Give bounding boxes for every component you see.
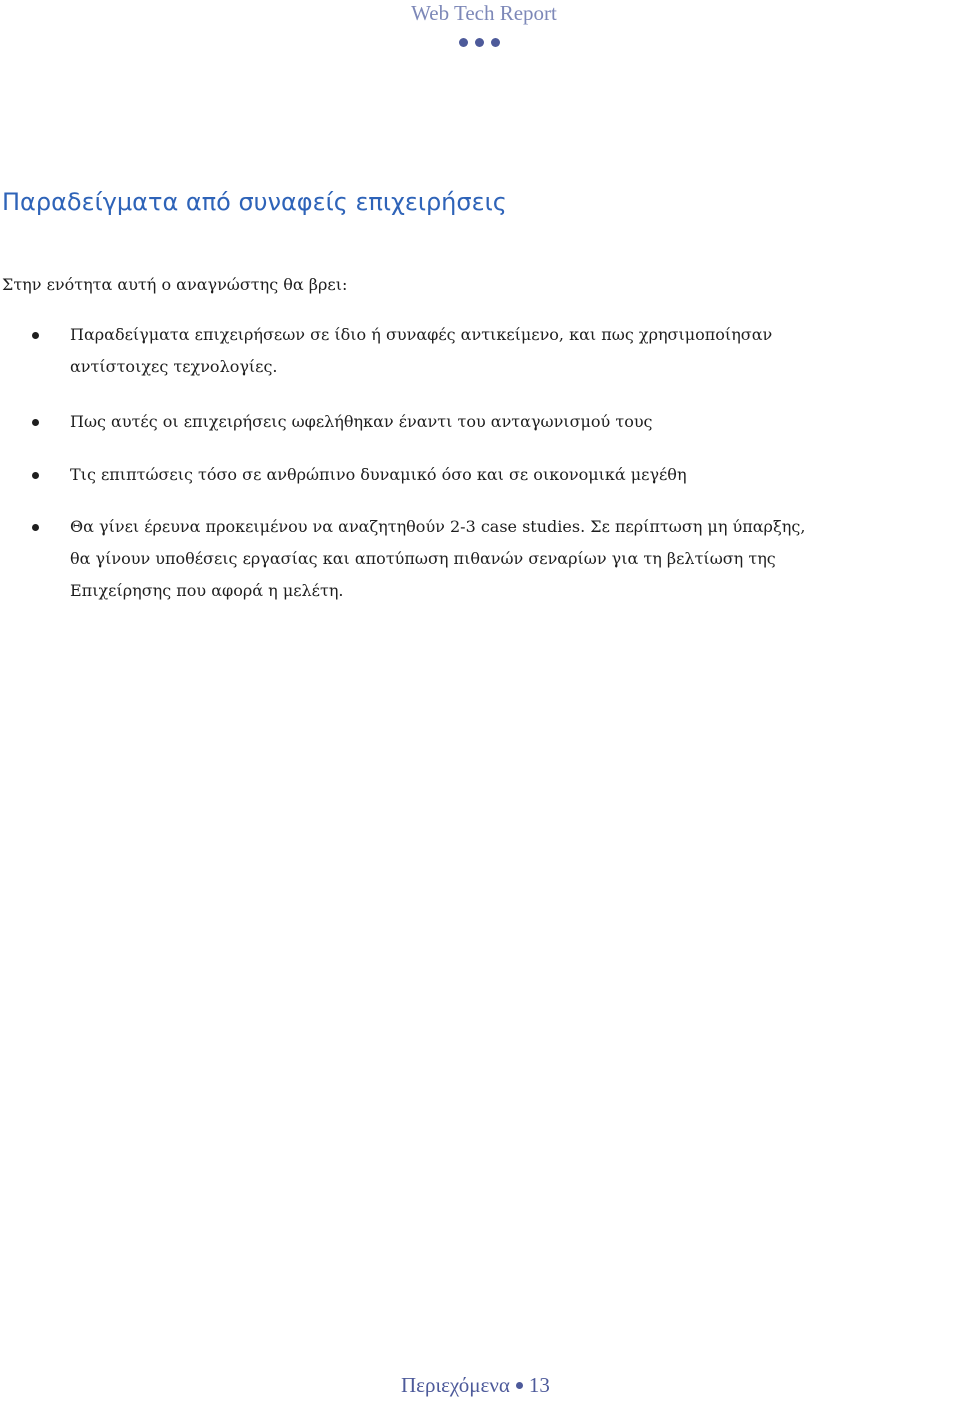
list-item-line: αντίστοιχες τεχνολογίες. [70, 357, 278, 376]
ornament-dot [459, 38, 468, 47]
bullet-list [0, 319, 958, 607]
list-item-line: θα γίνουν υποθέσεις εργασίας και αποτύπωση πιθανών σεναρίων για τη βελτίωση της [70, 549, 776, 568]
footer-label: Περιεχόμενα [401, 1373, 510, 1397]
ornament-dot [491, 38, 500, 47]
ornament-dot [475, 38, 484, 47]
running-header-title: Web Tech Report [411, 1, 557, 25]
page-number: 13 [528, 1373, 550, 1397]
page-footer [401, 1372, 550, 1398]
list-item [0, 511, 958, 607]
list-item-line: Επιχείρησης που αφορά η μελέτη. [70, 581, 344, 600]
list-item-line: Τις επιπτώσεις τόσο σε ανθρώπινο δυναμικό όσο και σε οικονομικά μεγέθη [70, 465, 687, 484]
footer-separator-dot [516, 1382, 523, 1389]
list-item [0, 459, 958, 491]
list-item-line: Παραδείγματα επιχειρήσεων σε ίδιο ή συναφές αντικείμενο, και πως χρησιμοποίησαν [70, 325, 773, 344]
list-item-line: Θα γίνει έρευνα προκειμένου να αναζητηθούν 2-3 case studies. Σε περίπτωση μη ύπαρξης, [70, 517, 806, 536]
intro-paragraph: Στην ενότητα αυτή ο αναγνώστης θα βρει: [2, 275, 348, 294]
section-heading: Παραδείγματα από συναφείς επιχειρήσεις [2, 188, 507, 216]
list-item [0, 319, 958, 383]
list-item [0, 406, 958, 438]
list-item-line: Πως αυτές οι επιχειρήσεις ωφελήθηκαν έναντι του ανταγωνισμού τους [70, 412, 653, 431]
header-dots-ornament [459, 38, 500, 47]
